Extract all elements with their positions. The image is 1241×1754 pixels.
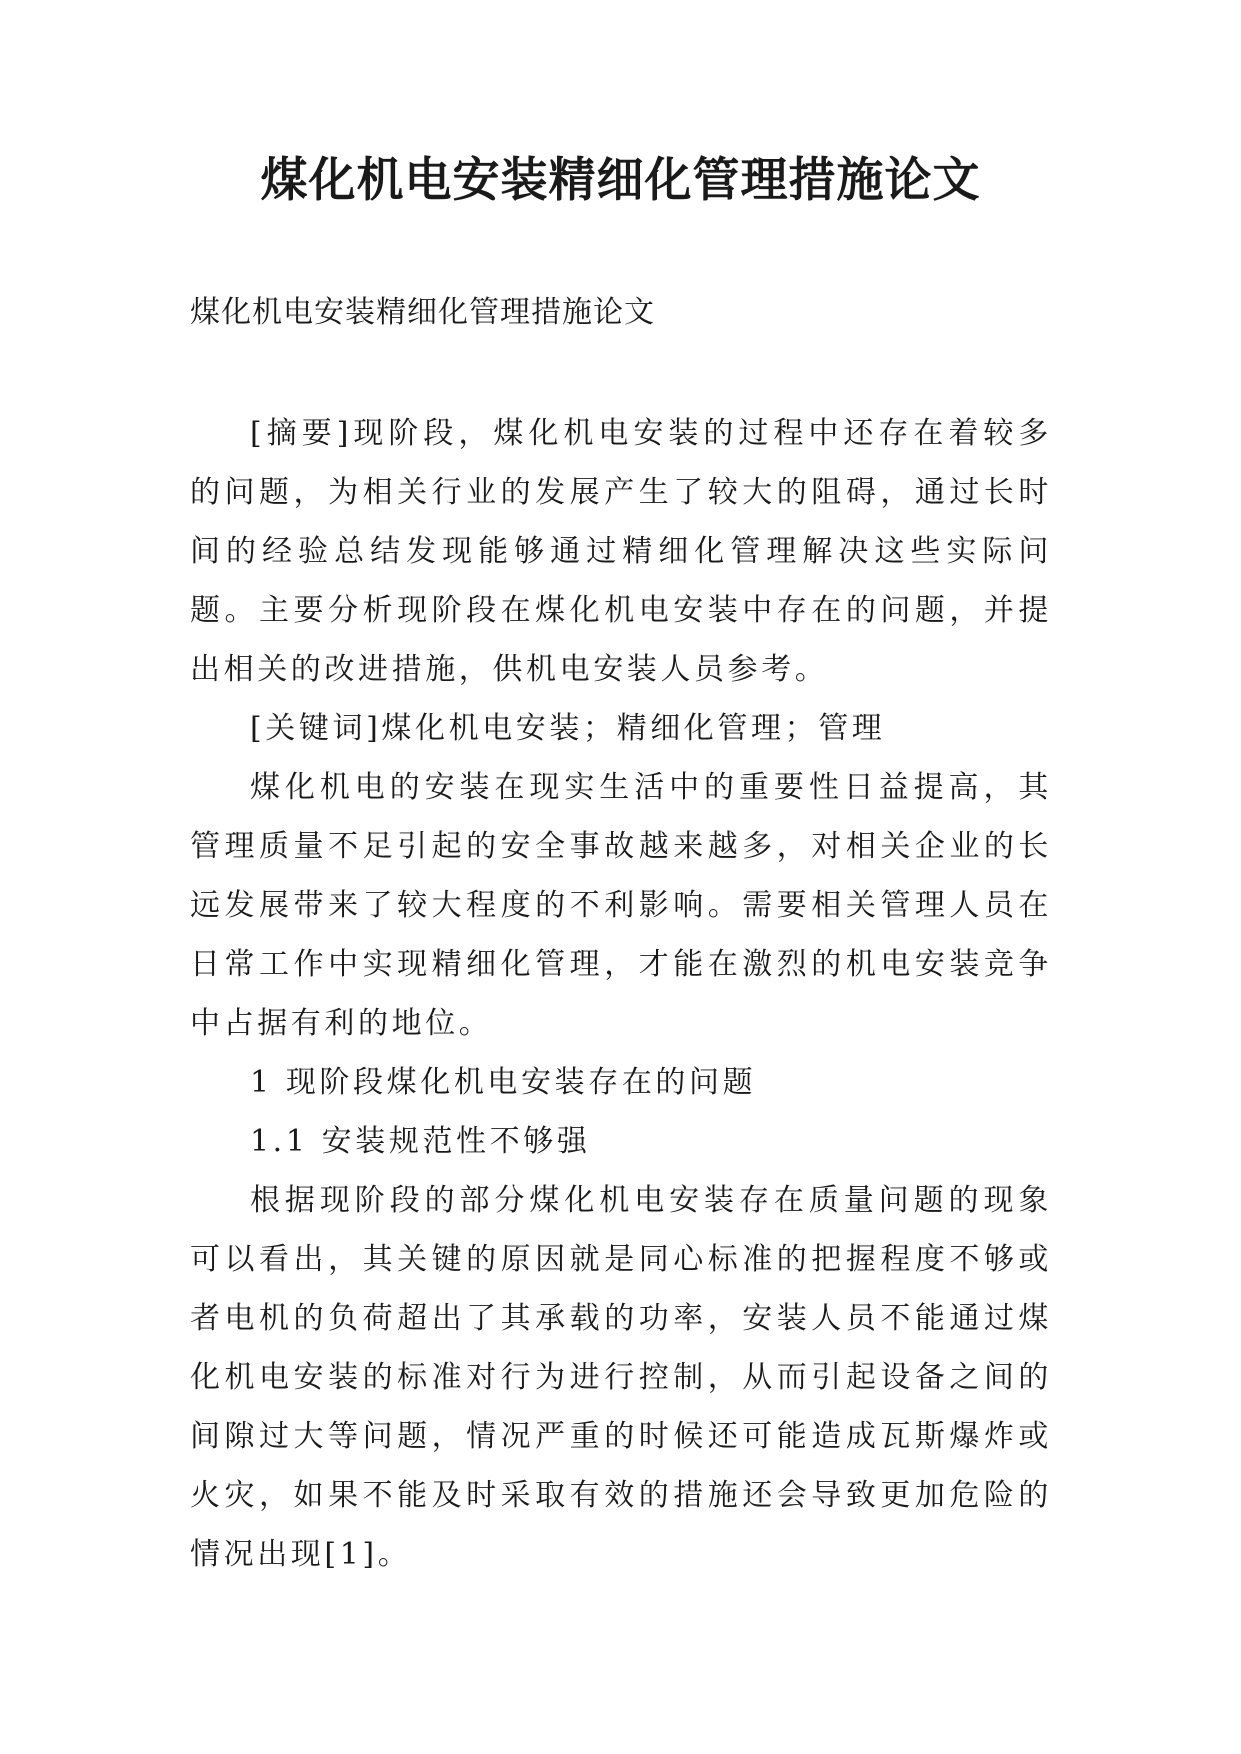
- document-body: [190, 404, 1052, 1584]
- intro-paragraph: 煤化机电的安装在现实生活中的重要性日益提高，其管理质量不足引起的安全事故越来越多，对相关企业的长远发展带来了较大程度的不利影响。需要相关管理人员在日常工作中实现精细化管理，才能在激烈的机电安装竞争中占据有利的地位。: [190, 770, 1052, 1041]
- section-1-1-paragraph: 根据现阶段的部分煤化机电安装存在质量问题的现象可以看出，其关键的原因就是同心标准的把握程度不够或者电机的负荷超出了其承载的功率，安装人员不能通过煤化机电安装的标准对行为进行控制，从而引起设备之间的间隙过大等问题，情况严重的时候还可能造成瓦斯爆炸或火灾，如果不能及时采取有效的措施还会导致更加危险的情况出现[1]。: [190, 1183, 1052, 1572]
- document-title: 煤化机电安装精细化管理措施论文: [260, 153, 981, 208]
- document-subtitle: 煤化机电安装精细化管理措施论文: [190, 295, 655, 330]
- keywords-paragraph: [关键词]煤化机电安装；精细化管理；管理: [250, 711, 886, 746]
- abstract-paragraph: [摘要]现阶段，煤化机电安装的过程中还存在着较多的问题，为相关行业的发展产生了较大的阻碍，通过长时间的经验总结发现能够通过精细化管理解决这些实际问题。主要分析现阶段在煤化机电安装中存在的问题，并提出相关的改进措施，供机电安装人员参考。: [190, 416, 1052, 687]
- subsection-heading-1-1: 1.1 安装规范性不够强: [250, 1124, 591, 1159]
- section-heading-1: 1 现阶段煤化机电安装存在的问题: [250, 1065, 757, 1100]
